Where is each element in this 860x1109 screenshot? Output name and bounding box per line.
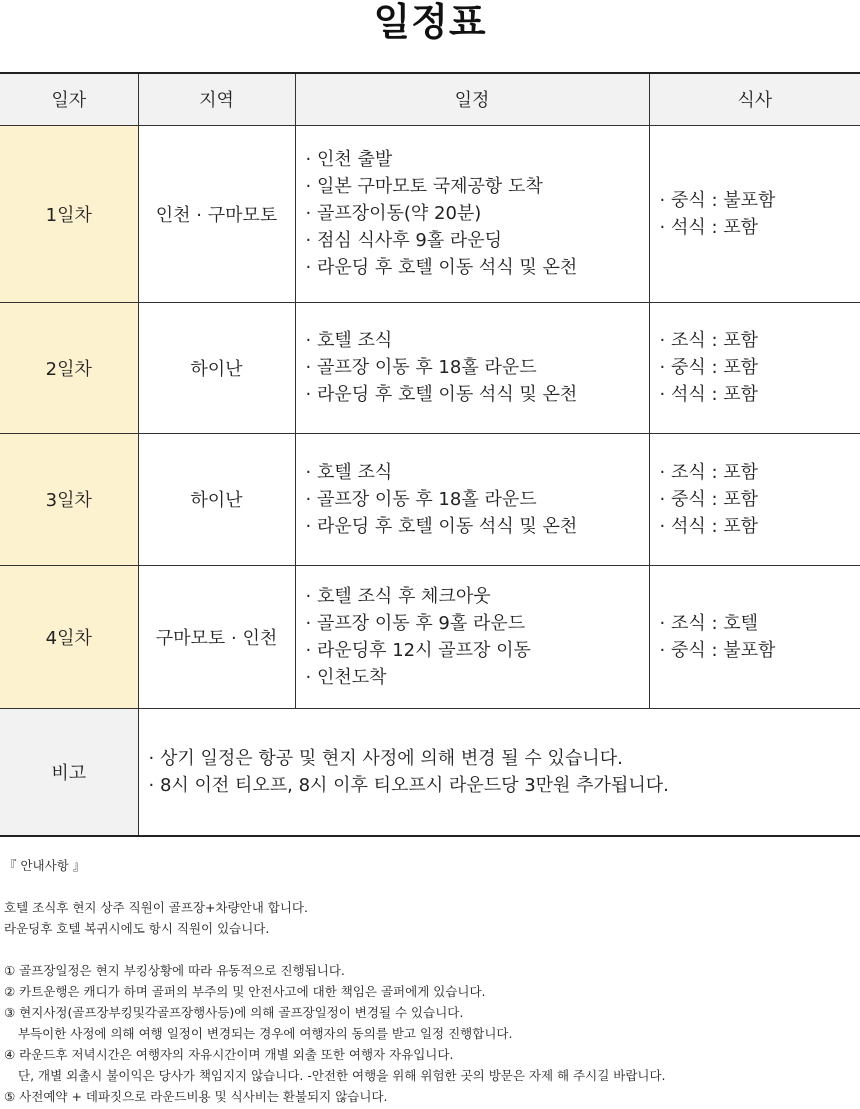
note-cell [138, 708, 860, 836]
day-cell: 2일차 [0, 302, 138, 433]
info-item: ⑤ 사전예약 + 데파짓으로 라운드비용 및 식사비는 환불되지 않습니다. [4, 1089, 388, 1104]
day-cell: 4일차 [0, 565, 138, 708]
region-cell: 하이난 [138, 433, 295, 565]
schedule-item: · 라운딩 후 호텔 이동 석식 및 온천 [305, 384, 578, 405]
info-intro-line: 라운딩후 호텔 복귀시에도 항시 직원이 있습니다. [4, 921, 270, 936]
schedule-cell [295, 125, 649, 302]
schedule-cell [295, 565, 649, 708]
schedule-item: · 라운딩 후 호텔 이동 석식 및 온천 [305, 257, 578, 278]
header-schedule: 일정 [295, 73, 649, 125]
day-cell: 3일차 [0, 433, 138, 565]
info-item: ④ 라운드후 저녁시간은 여행자의 자유시간이며 개별 외출 또한 여행자 자유입니다. [4, 1047, 454, 1062]
info-item: ① 골프장일정은 현지 부킹상황에 따라 유동적으로 진행됩니다. [4, 963, 345, 978]
meals-cell [649, 565, 860, 708]
info-item: 단, 개별 외출시 불이익은 당사가 책임지지 않습니다. -안전한 여행을 위해 위험한 곳의 방문은 자제 해 주시길 바랍니다. [18, 1068, 666, 1083]
region-cell: 인천 · 구마모토 [138, 125, 295, 302]
meal-item: · 조식 : 포함 [659, 330, 759, 351]
schedule-item: · 호텔 조식 [305, 461, 393, 483]
schedule-item: · 라운딩 후 호텔 이동 석식 및 온천 [305, 515, 578, 537]
table-row [0, 125, 860, 302]
info-intro-line: 호텔 조식후 현지 상주 직원이 골프장+차량안내 합니다. [4, 900, 308, 915]
table-header-row [0, 73, 860, 125]
region-cell: 하이난 [138, 302, 295, 433]
table-row [0, 565, 860, 708]
region-cell: 구마모토 · 인천 [138, 565, 295, 708]
meal-item: · 중식 : 불포함 [659, 189, 776, 211]
schedule-item: · 골프장이동(약 20분) [305, 203, 482, 224]
header-day: 일자 [0, 73, 138, 125]
note-item: · 8시 이전 티오프, 8시 이후 티오프시 라운드당 3만원 추가됩니다. [148, 774, 669, 796]
header-region: 지역 [138, 73, 295, 125]
schedule-item: · 골프장 이동 후 18홀 라운드 [305, 488, 537, 510]
schedule-item: · 골프장 이동 후 18홀 라운드 [305, 357, 537, 378]
meals-cell [649, 302, 860, 433]
info-section [4, 855, 856, 1107]
schedule-item: · 점심 식사후 9홀 라운딩 [305, 230, 503, 251]
meal-item: · 중식 : 포함 [659, 488, 759, 510]
schedule-item: · 호텔 조식 [305, 330, 393, 351]
schedule-cell [295, 433, 649, 565]
day-cell: 1일차 [0, 125, 138, 302]
meal-item: · 중식 : 포함 [659, 357, 759, 378]
note-label: 비고 [0, 708, 138, 836]
meal-item: · 중식 : 불포함 [659, 639, 776, 661]
info-item: ② 카트운행은 캐디가 하며 골퍼의 부주의 및 안전사고에 대한 책임은 골퍼에게 있습니다. [4, 984, 486, 999]
table-row [0, 433, 860, 565]
schedule-item: · 호텔 조식 후 체크아웃 [305, 585, 491, 607]
meal-item: · 석식 : 포함 [659, 216, 759, 238]
schedule-item: · 일본 구마모토 국제공항 도착 [305, 176, 543, 197]
meals-cell [649, 125, 860, 302]
info-item: ③ 현지사정(골프장부킹및각골프장행사등)에 의해 골프장일정이 변경될 수 있습니다. [4, 1005, 464, 1020]
meal-item: · 석식 : 포함 [659, 384, 759, 405]
note-row [0, 708, 860, 836]
meal-item: · 조식 : 호텔 [659, 612, 759, 634]
note-item: · 상기 일정은 항공 및 현지 사정에 의해 변경 될 수 있습니다. [148, 747, 623, 769]
schedule-cell [295, 302, 649, 433]
page-title: 일정표 [373, 0, 487, 44]
meal-item: · 조식 : 포함 [659, 461, 759, 483]
meals-cell [649, 433, 860, 565]
table-row [0, 302, 860, 433]
schedule-item: · 인천도착 [305, 666, 387, 688]
info-item: 부득이한 사정에 의해 여행 일정이 변경되는 경우에 여행자의 동의를 받고 일정 진행합니다. [18, 1026, 513, 1041]
schedule-item: · 골프장 이동 후 9홀 라운드 [305, 612, 526, 634]
meal-item: · 석식 : 포함 [659, 515, 759, 537]
schedule-item: · 라운딩후 12시 골프장 이동 [305, 639, 531, 661]
schedule-item: · 인천 출발 [305, 149, 393, 170]
info-heading: 『 안내사항 』 [4, 858, 86, 873]
schedule-table [0, 72, 860, 837]
header-meals: 식사 [649, 73, 860, 125]
